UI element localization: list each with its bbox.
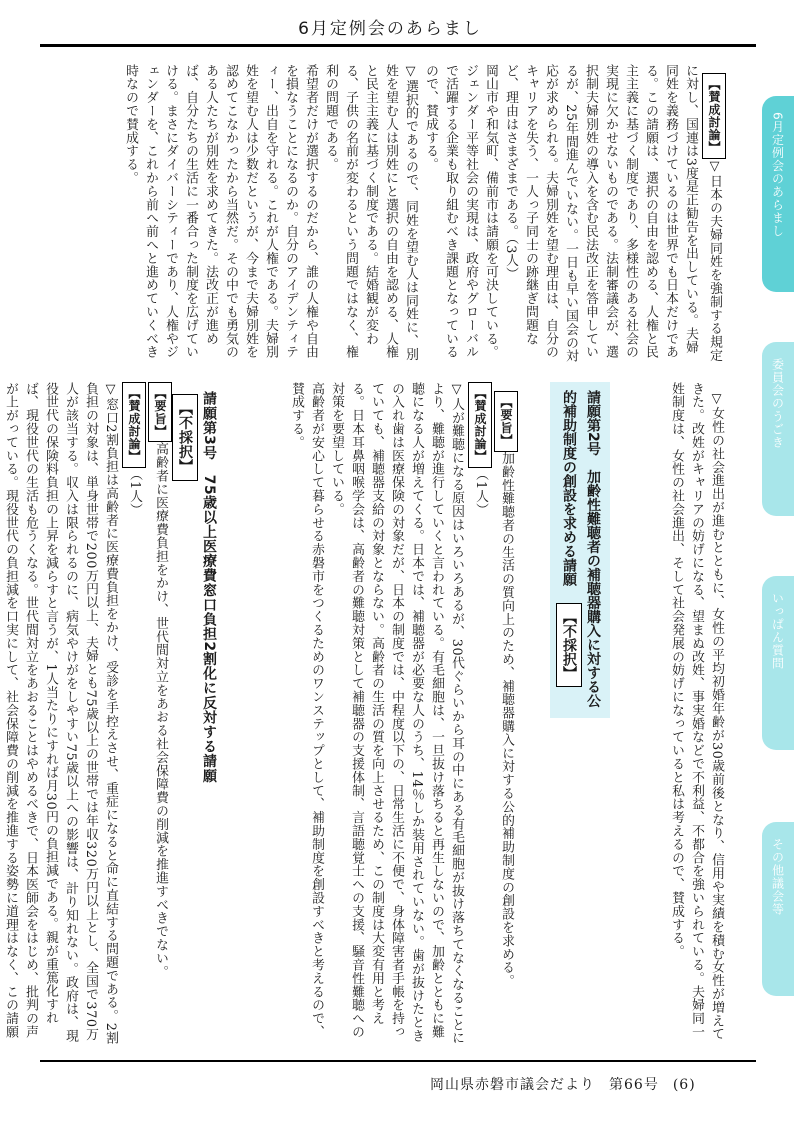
petition3-summary: 高齢者に医療費負担をかけ、世代間対立をあおる社会保障費の削減を推進すべきでない。	[153, 442, 168, 979]
petition2-result-badge: 【不採択】	[556, 603, 582, 687]
debate-tag: 【賛成討論】	[702, 73, 726, 159]
speaker-count: （1人）	[127, 467, 142, 517]
article1-block	[123, 64, 746, 366]
summary-tag: 【要旨】	[494, 391, 518, 451]
tab-general-questions[interactable]	[762, 576, 794, 750]
petition3-body	[3, 382, 240, 1048]
tab-label: 6月定例会のあらまし	[770, 112, 785, 238]
publication-name: 岡山県赤磐市議会だより	[430, 1077, 595, 1093]
debate-tag: 【賛成討論】	[122, 382, 146, 468]
tab-label: いっぱん質問	[770, 592, 785, 670]
petition3-result-badge: 【不採択】	[172, 394, 198, 481]
article1-closing	[616, 382, 746, 1048]
paragraph: ▽人が難聴になる原因はいろいろあるが、30代ぐらいから耳の中にある有毛細胞が抜け落ちてなくなることにより、難聴が進行していくと言われている。有毛細胞は、一旦抜け落ちると再生しないので、加齢とともに難聴になる人が増えてくる。日本では、補聴器が必要な人のうち、14％しか装用されていない。歯が抜けたときの入れ歯は医療保険の対象だが、日本の制度では、中程度以下の、日常生活に不便で、身体障害者手帳を持っていても、補聴器支給の対象とならない。高齢者の生活の質を向上させるため、この制度は大変有用と考える。日本耳鼻咽喉学会は、高齢者の難聴対策として補聴器の支援体制、言語聴覚士への支援、騒音性難聴への対策を要望している。	[329, 382, 464, 1045]
debate-tag: 【賛成討論】	[468, 382, 492, 468]
paragraph: ▽窓口2割負担は高齢者に医療費負担をかけ、受診を手控えさせ、重症になると命に直結する問題である。2割負担の対象は、単身世帯で200万円以上、夫婦とも75歳以上の世帯では年収320万円以上とし、全国で370万人が該当する。収入は限られるのに、病気やけがをしやすい75歳以上への影響は、計り知れない。政府は、現役世代の保険料負担の上昇を減らすと言うが、1人当たりにすれば月30円の負担減である。親が重篤化すれば、現役世代の生活も危うくなる。世代間対立をあおることはやめるべきで、日本医師会をはじめ、批判の声が上がっている。現役世代の負担減を口実にして、社会保障費の削減を推進する姿勢に道理はなく、この請願	[3, 382, 118, 1045]
petition2-title-box	[550, 382, 610, 718]
page-title: 6月定例会のあらまし	[298, 19, 482, 39]
tab-other[interactable]	[762, 822, 794, 996]
speaker-count: （1人）	[473, 467, 488, 517]
paragraph: ▽選択的であるので、同姓を望む人は同姓に、別姓を望む人は別姓にと選択の自由を認める、人権と民主主義に基づく制度である。結婚観が変わる、子供の名前が変わるという問題ではなく、権利の問題である。	[323, 64, 418, 361]
tab-committee[interactable]	[762, 342, 794, 516]
footer-rule	[40, 1060, 756, 1062]
page-number: (6)	[672, 1077, 696, 1093]
petition2-summary: 加齢性難聴者の生活の質向上のため、補聴器購入に対する公的補助制度の創設を求める。	[499, 451, 514, 988]
issue-number: 第66号	[609, 1077, 659, 1093]
tab-label: 委員会のうごき	[770, 358, 785, 449]
paragraph: 高齢者が安心して暮らせる赤磐市をつくるためのワンステップとして、補助制度を創設すべきと考えるので、賛成する。	[289, 382, 324, 1039]
petition3-title: 請願第3号 75歳以上医療費窓口負担2割化に反対する請願	[201, 391, 217, 784]
paragraph: ▽日本の夫婦同姓を強制する規定に対し、国連は3度是正勧告を出している。夫婦同姓を義務づけているのは世界でも日本だけである。この請願は、選択の自由を認める、人権と民主主義に基づく制度であり、多様性のある社会の実現に欠かせないものである。法制審議会が、選択制夫婦別姓の導入を含む民法改正を答申しているが、25年間進んでいない。一日も早い国会の対応が求められる。夫婦別姓を望む理由は、自分のキャリアを失う、一人っ子同士の跡継ぎ問題など、理由はさまざまである。（3人）	[503, 64, 722, 363]
summary-tag: 【要旨】	[148, 382, 172, 442]
petition2-title: 請願第2号 加齢性難聴者の補聴器購入に対する公的補助制度の創設を求める請願	[561, 390, 601, 708]
petition2-body	[238, 382, 538, 1048]
header-rule	[40, 44, 756, 47]
paragraph: 岡山市や和気町、備前市は請願を可決している。ジェンダー平等社会の実現は、政府やグローバルで活躍する企業も取り組むべき課題となっているので、賛成する。	[423, 64, 498, 359]
tab-june-session[interactable]	[762, 96, 794, 292]
paragraph: 希望者だけが選択するのだから、誰の人権や自由を損なうことになるのか。自分のアイデンティティー、出自を守れる。これが人権である。夫婦別姓を望む人は少数だというが、今まで夫婦別姓を認めてこなかったから当然だ。その中でも勇気のある人たちが別姓を求めてきた。法改正が進めば、自分たちの生活に一番合った制度を広げていける。まさにダイバーシティーであり、人権やジェンダーを、これから前へ前へと進めていくべき時なので賛成する。	[123, 64, 318, 359]
paragraph: ▽女性の社会進出が進むとともに、女性の平均初婚年齢が30歳前後となり、信用や実績を積む女性が増えてきた。改姓がキャリアの妨げになる、望まぬ改姓、事実婚などで不利益、不都合を強いられている。夫婦同一姓制度は、女性の社会進出、そして社会発展の妨げになっていると私は考えるので、賛成する。	[669, 382, 724, 1041]
footer	[430, 1074, 696, 1094]
tab-label: その他議会等	[770, 838, 785, 916]
